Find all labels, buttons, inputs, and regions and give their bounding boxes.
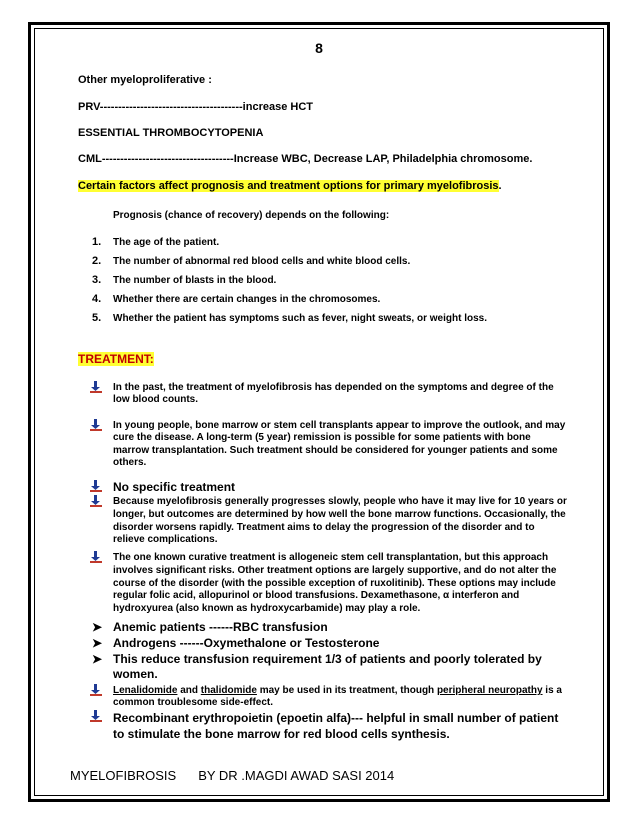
treatment-paragraph-6: Recombinant erythropoietin (epoetin alfa)--- helpful in small number of patient to stimulate the bone marrow for red blood cells synthesis. [113,711,559,741]
intro-line-2: PRV---------------------------------------increase HCT [78,101,313,113]
prognosis-item-2: The number of abnormal red blood cells and white blood cells. [113,256,411,267]
intro-line-4: CML------------------------------------Increase WBC, Decrease LAP, Philadelphia chromosome. [78,153,533,165]
drug-lenalidomide: Lenalidomide [113,685,178,696]
down-arrow-bullet-icon [90,480,102,492]
down-arrow-bullet-icon [90,419,102,431]
prognosis-item-1: The age of the patient. [113,237,220,248]
down-arrow-bullet-icon [90,710,102,722]
footer-title: MYELOFIBROSIS [70,768,177,783]
prognosis-item-5: Whether the patient has symptoms such as fever, night sweats, or weight loss. [113,313,487,324]
term-peripheral-neuropathy: peripheral neuropathy [436,685,543,696]
treatment-paragraph-5 [113,685,568,710]
arrowhead-bullet-icon: ➤ [92,620,103,634]
down-arrow-bullet-icon [90,684,102,696]
down-arrow-bullet-icon [90,495,102,507]
treatment-arrow-item-3: This reduce transfusion requirement 1/3 of patients and poorly tolerated by women. [113,652,542,681]
treatment-arrow-item-2: Androgens ------Oxymethalone or Testosterone [113,636,380,650]
prognosis-intro: Prognosis (chance of recovery) depends on the following: [113,210,390,221]
treatment-paragraph-1: In the past, the treatment of myelofibrosis has depended on the symptoms and degree of the low blood counts. [113,382,554,406]
p5-and: and [177,685,201,696]
arrowhead-bullet-icon: ➤ [92,636,103,650]
intro-line-3: ESSENTIAL THROMBOCYTOPENIA [78,127,264,139]
no-specific-treatment-title: No specific treatment [113,480,236,494]
p5-end: is a common troublesome side-effect. [113,685,562,709]
treatment-heading-wrap [78,352,154,366]
down-arrow-bullet-icon [90,551,102,563]
prognosis-number-1: 1. [92,236,102,248]
prognosis-number-2: 2. [92,255,102,267]
arrowhead-bullet-icon: ➤ [92,652,103,666]
treatment-heading: TREATMENT: [78,352,154,366]
prognosis-item-4: Whether there are certain changes in the chromosomes. [113,294,381,305]
prognosis-number-4: 4. [92,293,102,305]
prognosis-item-3: The number of blasts in the blood. [113,275,277,286]
highlight-heading-end: . [498,180,502,192]
prognosis-number-5: 5. [92,312,102,324]
drug-thalidomide: thalidomide [200,685,257,696]
highlight-heading: Certain factors affect prognosis and treatment options for primary myelofibrosis [78,180,499,192]
footer-author: BY DR .MAGDI AWAD SASI 2014 [198,768,395,783]
page-number: 8 [315,40,323,56]
treatment-paragraph-2: In young people, bone marrow or stem cell transplants appear to improve the outlook, and may cure the disease. A long-term (5 year) remission is possible for some patients with bone marrow transplantation. Such treatment should be considered for younger patients and some others. [113,420,566,469]
intro-line-1: Other myeloproliferative : [78,74,212,86]
highlight-heading-line [78,180,502,192]
p5-mid: may be used in its treatment, though [256,685,437,696]
treatment-paragraph-4: The one known curative treatment is allogeneic stem cell transplantation, but this approach involves significant risks. Other treatment options are largely supportive, and do not alter the course of the disorder (with the possible exception of ruxolitinib). These options may include regular folic acid, allopurinol or blood transfusions. Dexamethasone, α interferon and hydroxyurea (also known as hydroxycarbamide) may play a role. [113,552,557,615]
down-arrow-bullet-icon [90,381,102,393]
prognosis-number-3: 3. [92,274,102,286]
treatment-arrow-item-1: Anemic patients ------RBC transfusion [113,620,328,634]
footer [70,768,416,783]
treatment-paragraph-3: Because myelofibrosis generally progresses slowly, people who have it may live for 10 years or longer, but outcomes are determined by how well the bone marrow functions. Occasionally, the disorder worsens rapidly. Treatment aims to delay the progression of the disorder and to relieve complications. [113,496,567,546]
